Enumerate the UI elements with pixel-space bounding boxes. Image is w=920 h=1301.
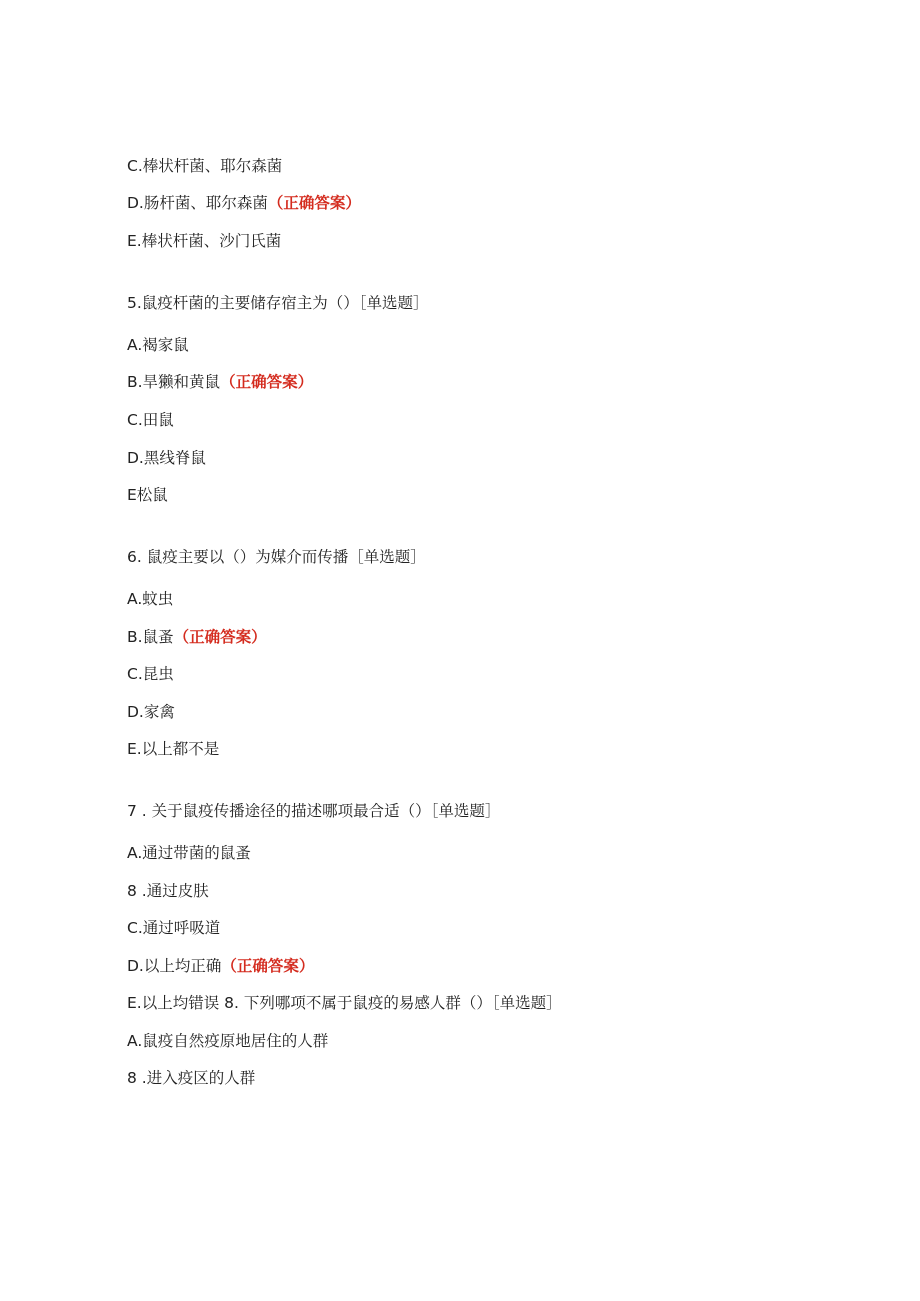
line-text: D.黑线脊鼠 bbox=[127, 449, 206, 467]
option-d bbox=[127, 446, 206, 470]
option-d bbox=[127, 191, 361, 215]
correct-answer-mark: （正确答案） bbox=[173, 628, 267, 646]
option-b bbox=[127, 625, 267, 649]
line-text: E.以上均错误 8. 下列哪项不属于鼠疫的易感人群（）［单选题］ bbox=[127, 994, 562, 1012]
question-text: 7 . 关于鼠疫传播途径的描述哪项最合适（）［单选题］ bbox=[127, 802, 501, 820]
line-text: B.鼠蚤 bbox=[127, 628, 174, 646]
option-d bbox=[127, 700, 175, 724]
option-e bbox=[127, 737, 219, 761]
line-text: A.通过带菌的鼠蚤 bbox=[127, 844, 251, 862]
option-c bbox=[127, 408, 174, 432]
question-text: 6. 鼠疫主要以（）为媒介而传播［单选题］ bbox=[127, 548, 426, 566]
line-text: B.旱獭和黄鼠 bbox=[127, 373, 221, 391]
option-a bbox=[127, 1029, 328, 1053]
line-text: A.鼠疫自然疫原地居住的人群 bbox=[127, 1032, 329, 1050]
question-7 bbox=[127, 799, 500, 823]
line-text: C.田鼠 bbox=[127, 411, 174, 429]
line-text: 8 .进入疫区的人群 bbox=[127, 1069, 256, 1087]
option-a bbox=[127, 333, 189, 357]
line-text: C.昆虫 bbox=[127, 665, 174, 683]
line-text: D.家禽 bbox=[127, 703, 175, 721]
correct-answer-mark: （正确答案） bbox=[220, 373, 314, 391]
option-e bbox=[127, 229, 281, 253]
option-e-and-question-8 bbox=[127, 991, 562, 1015]
correct-answer-mark: （正确答案） bbox=[221, 957, 315, 975]
correct-answer-mark: （正确答案） bbox=[267, 194, 361, 212]
option-d bbox=[127, 954, 314, 978]
line-text: C.通过呼吸道 bbox=[127, 919, 221, 937]
option-a bbox=[127, 841, 251, 865]
question-5 bbox=[127, 291, 429, 315]
option-a bbox=[127, 587, 173, 611]
line-text: 8 .通过皮肤 bbox=[127, 882, 209, 900]
line-text: E.棒状杆菌、沙门氏菌 bbox=[127, 232, 282, 250]
option-b bbox=[127, 1066, 255, 1090]
line-text: E.以上都不是 bbox=[127, 740, 220, 758]
question-6 bbox=[127, 545, 426, 569]
option-c bbox=[127, 916, 220, 940]
option-c bbox=[127, 154, 282, 178]
line-text: A.蚊虫 bbox=[127, 590, 174, 608]
option-b bbox=[127, 370, 313, 394]
option-c bbox=[127, 662, 174, 686]
option-b bbox=[127, 879, 209, 903]
line-text: D.肠杆菌、耶尔森菌 bbox=[127, 194, 268, 212]
line-text: C.棒状杆菌、耶尔森菌 bbox=[127, 157, 283, 175]
line-text: A.褐家鼠 bbox=[127, 336, 189, 354]
option-e bbox=[127, 483, 168, 507]
question-text: 5.鼠疫杆菌的主要储存宿主为（）［单选题］ bbox=[127, 294, 429, 312]
line-text: D.以上均正确 bbox=[127, 957, 222, 975]
line-text: E松鼠 bbox=[127, 486, 168, 504]
